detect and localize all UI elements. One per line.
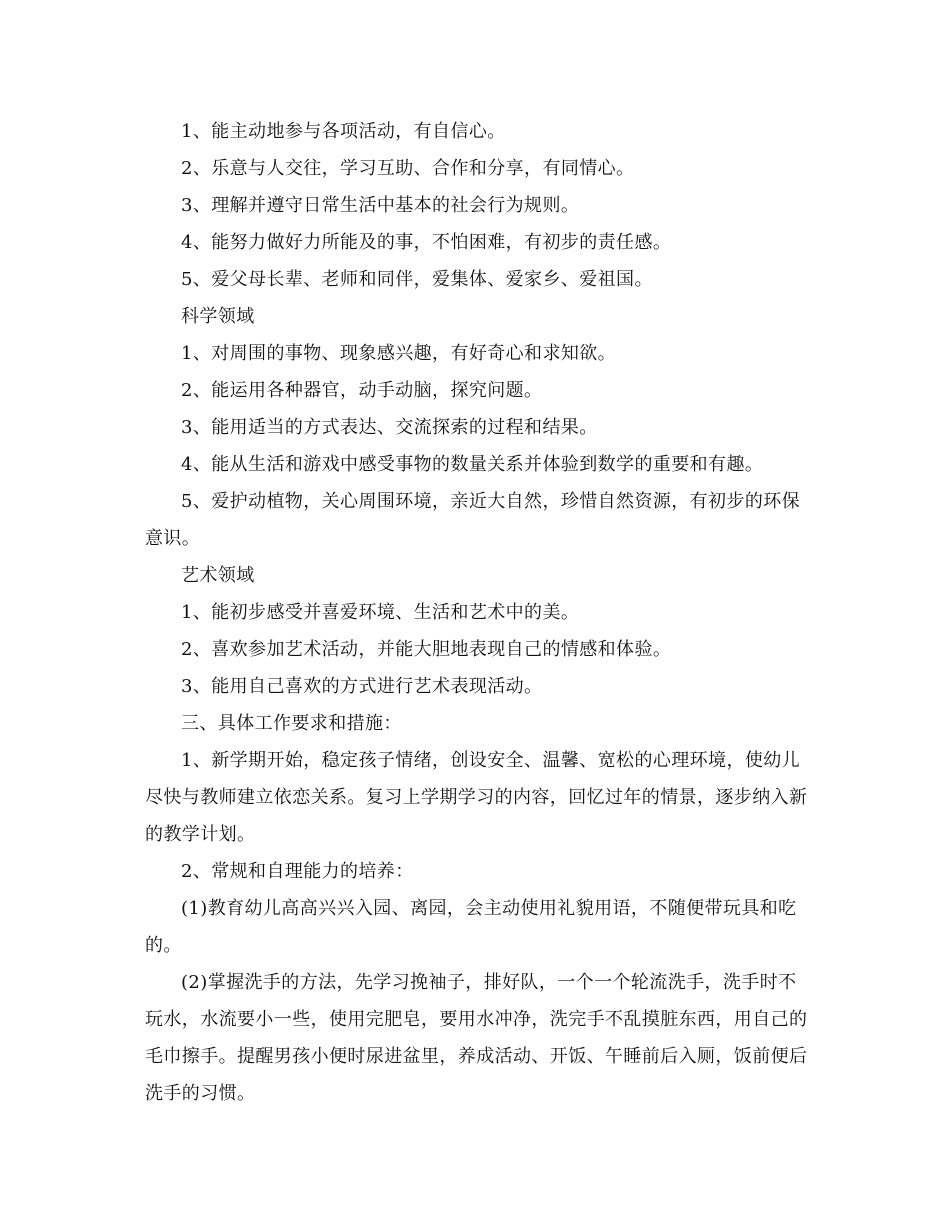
- paragraph-measure-1: 1、新学期开始，稳定孩子情绪，创设安全、温馨、宽松的心理环境，使幼儿尽快与教师建立依恋关系。复习上学期学习的内容，回忆过年的情景，逐步纳入新的教学计划。: [145, 750, 808, 845]
- section-heading-art: 艺术领域: [181, 565, 255, 586]
- paragraph-measure-2-item-2: (2)掌握洗手的方法，先学习挽袖子，排好队，一个一个轮流洗手，洗手时不玩水，水流要小一些，使用完肥皂，要用水冲净，洗完手不乱摸脏东西，用自己的毛巾擦手。提醒男孩小便时尿进盆里，养成活动、开饭、午睡前后入厕，饭前便后洗手的习惯。: [145, 972, 808, 1104]
- paragraph-social-goal-4: 4、能努力做好力所能及的事，不怕困难，有初步的责任感。: [181, 232, 672, 253]
- paragraph-social-goal-1: 1、能主动地参与各项活动，有自信心。: [181, 121, 506, 142]
- document-body: [145, 113, 810, 1112]
- paragraph-science-goal-4: 4、能从生活和游戏中感受事物的数量关系并体验到数学的重要和有趣。: [181, 454, 764, 475]
- paragraph-science-goal-2: 2、能运用各种器官，动手动脑，探究问题。: [181, 380, 543, 401]
- section-heading-science: 科学领域: [181, 306, 255, 327]
- paragraph-science-goal-5: 5、爱护动植物，关心周围环境，亲近大自然，珍惜自然资源，有初步的环保意识。: [145, 491, 801, 549]
- paragraph-art-goal-1: 1、能初步感受并喜爱环境、生活和艺术中的美。: [181, 602, 580, 623]
- paragraph-social-goal-3: 3、理解并遵守日常生活中基本的社会行为规则。: [181, 195, 580, 216]
- paragraph-art-goal-2: 2、喜欢参加艺术活动，并能大胆地表现自己的情感和体验。: [181, 639, 672, 660]
- section-heading-measures: 三、具体工作要求和措施：: [181, 713, 402, 734]
- paragraph-social-goal-2: 2、乐意与人交往，学习互助、合作和分享，有同情心。: [181, 158, 635, 179]
- paragraph-science-goal-3: 3、能用适当的方式表达、交流探索的过程和结果。: [181, 417, 598, 438]
- paragraph-measure-2-item-1: (1)教育幼儿高高兴兴入园、离园，会主动使用礼貌用语，不随便带玩具和吃的。: [145, 898, 797, 956]
- paragraph-science-goal-1: 1、对周围的事物、现象感兴趣，有好奇心和求知欲。: [181, 343, 617, 364]
- paragraph-measure-2: 2、常规和自理能力的培养：: [181, 861, 414, 882]
- paragraph-social-goal-5: 5、爱父母长辈、老师和同伴，爱集体、爱家乡、爱祖国。: [181, 269, 653, 290]
- paragraph-art-goal-3: 3、能用自己喜欢的方式进行艺术表现活动。: [181, 676, 543, 697]
